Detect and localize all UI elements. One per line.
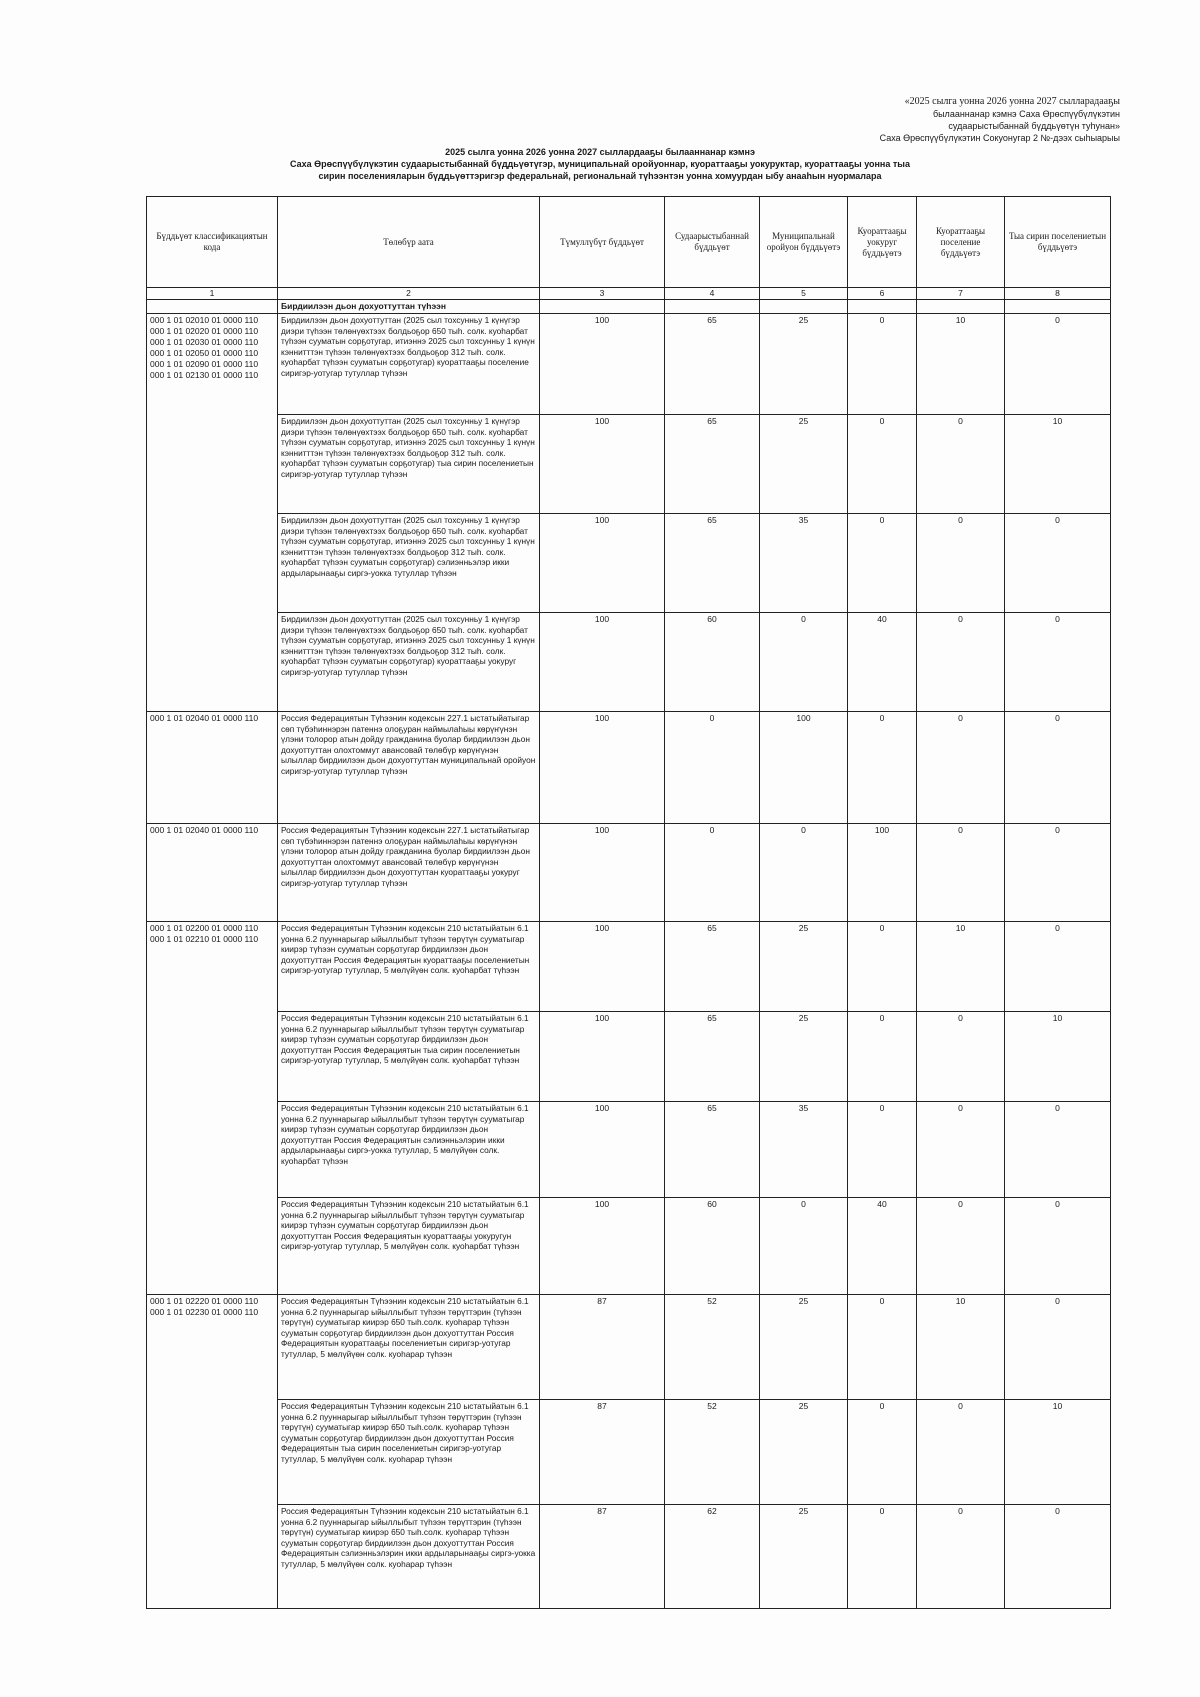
table-row (147, 514, 1111, 613)
appendix-line: Саха Өрөспүүбүлүкэтин Сокуонугар 2 №-дээх сыһыарыы (879, 133, 1120, 143)
norm-rural-settlement: 10 (1005, 1012, 1111, 1102)
norm-consolidated: 100 (540, 314, 665, 415)
classification-code: 000 1 01 02040 01 0000 110 (147, 824, 278, 922)
norm-state: 65 (665, 314, 760, 415)
norm-city-settlement: 10 (917, 314, 1005, 415)
norm-district: 0 (760, 1198, 848, 1295)
title-line: сирин поселенияларын бүддьүөттэригэр федеральнай, региональнай түһээнтэн уонна хомуурдан ыбу анааһын нуормалара (318, 171, 882, 181)
table-row (147, 922, 1111, 1012)
classification-code: 000 1 01 02040 01 0000 110 (147, 712, 278, 824)
norm-city-okrug: 0 (848, 314, 917, 415)
classification-code: 000 1 01 02200 01 0000 110 000 1 01 02210 01 0000 110 (147, 922, 278, 1295)
table-row (147, 314, 1111, 415)
norm-city-settlement: 0 (917, 1012, 1005, 1102)
norm-rural-settlement: 0 (1005, 712, 1111, 824)
budget-norms-table (146, 196, 1111, 1609)
document-title (200, 146, 1000, 182)
appendix-line: судаарыстыбаннай бүддьүөтүн туһунан» (948, 121, 1120, 131)
section-subtitle: Бирдиилээн дьон дохуоттуттан түһээн (278, 300, 540, 314)
norm-consolidated: 100 (540, 824, 665, 922)
norm-district: 25 (760, 415, 848, 514)
norm-consolidated: 87 (540, 1295, 665, 1400)
header-row (147, 197, 1111, 288)
norm-rural-settlement: 0 (1005, 922, 1111, 1012)
norm-rural-settlement: 0 (1005, 1505, 1111, 1609)
norm-state: 0 (665, 712, 760, 824)
norm-city-okrug: 100 (848, 824, 917, 922)
col-number: 7 (917, 288, 1005, 300)
empty-cell (917, 300, 1005, 314)
norm-city-settlement: 0 (917, 514, 1005, 613)
norm-consolidated: 100 (540, 1198, 665, 1295)
payment-name: Россия Федерациятын Түһээнин кодексын 227.1 ыстатыйатыгар сөп түбэһиннэрэн патеннэ олоҕуран наймылаһыы көрүҥүнэн үлэни толорор атын дойду гражданина буолар бирдиилээн дьон дохуоттуттан олохтоммут авансовай төлөбүр көрүҥүнэн ылыллар бирдиилээн дьон дохуоттуттан муниципальнай оройуон сиригэр-уотугар тутуллар түһээн (278, 712, 540, 824)
table-row (147, 712, 1111, 824)
norm-consolidated: 87 (540, 1400, 665, 1505)
classification-code: 000 1 01 02220 01 0000 110 000 1 01 02230 01 0000 110 (147, 1295, 278, 1609)
norm-city-okrug: 40 (848, 1198, 917, 1295)
norm-city-settlement: 0 (917, 415, 1005, 514)
col-header-city-settlement: Куораттааҕы поселение бүддьүөтэ (917, 197, 1005, 288)
norm-district: 0 (760, 613, 848, 712)
norm-state: 65 (665, 922, 760, 1012)
payment-name: Бирдиилээн дьон дохуоттуттан (2025 сыл тохсунньу 1 күнүгэр диэри түһээн төлөнүөхтээх болдьоҕор 650 тыһ. солк. куоһарбат түһээн сууматын сорҕотугар, итиэннэ 2025 сыл тохсунньу 1 күнүн кэннитттэн түһээн төлөнүөхтээх болдьоҕор 312 тыһ. солк. куоһарбат түһээн сууматын сорҕотугар) сэлиэнньэлэр икки ардыларынааҕы сиргэ-уокка тутуллар түһээн (278, 514, 540, 613)
table-row (147, 1400, 1111, 1505)
empty-cell (760, 300, 848, 314)
col-header-rural-settlement: Тыа сирин поселениетын бүддьүөтэ (1005, 197, 1111, 288)
norm-consolidated: 100 (540, 613, 665, 712)
appendix-note (790, 96, 1120, 144)
norm-consolidated: 87 (540, 1505, 665, 1609)
norm-state: 52 (665, 1400, 760, 1505)
col-number: 3 (540, 288, 665, 300)
payment-name: Бирдиилээн дьон дохуоттуттан (2025 сыл тохсунньу 1 күнүгэр диэри түһээн төлөнүөхтээх болдьоҕор 650 тыһ. солк. куоһарбат түһээн сууматын сорҕотугар, итиэннэ 2025 сыл тохсунньу 1 күнүн кэннитттэн түһээн төлөнүөхтээх болдьоҕор 312 тыһ. солк. куоһарбат түһээн сууматын сорҕотугар) тыа сирин поселениетын сиригэр-уотугар тутуллар түһээн (278, 415, 540, 514)
norm-district: 25 (760, 922, 848, 1012)
payment-name: Бирдиилээн дьон дохуоттуттан (2025 сыл тохсунньу 1 күнүгэр диэри түһээн төлөнүөхтээх болдьоҕор 650 тыһ. солк. куоһарбат түһээн сууматын сорҕотугар, итиэннэ 2025 сыл тохсунньу 1 күнүн кэннитттэн түһээн төлөнүөхтээх болдьоҕор 312 тыһ. солк. куоһарбат түһээн сууматын сорҕотугар) куораттааҕы поселение сиригэр-уотугар тутуллар түһээн (278, 314, 540, 415)
section-subtitle-row (147, 300, 1111, 314)
norm-city-okrug: 0 (848, 1295, 917, 1400)
payment-name: Россия Федерациятын Түһээнин кодексын 210 ыстатыйатын 6.1 уонна 6.2 пууннарыгар ыйыллыбыт түһээн төрүттэрин (түһээн төрүтүн) сууматыгар киирэр 650 тыһ.солк. куоһарар түһээн сууматын сорҕотугар бирдиилээн дьон дохуоттуттан Россия Федерациятын сэлиэнньэлэрин икки ардыларынааҕы сиргэ-уокка тутуллар, 5 мөлүйүөн солк. куоһарар түһээн (278, 1505, 540, 1609)
norm-district: 35 (760, 514, 848, 613)
norm-rural-settlement: 10 (1005, 415, 1111, 514)
payment-name: Россия Федерациятын Түһээнин кодексын 210 ыстатыйатын 6.1 уонна 6.2 пууннарыгар ыйыллыбыт түһээн төрүтүн сууматыгар киирэр түһээн сууматын сорҕотугар бирдиилээн дьон дохуоттуттан Россия Федерациятын куораттааҕы поселениетын сиригэр-уотугар тутуллар, 5 мөлүйүөн солк. куоһарбат түһээн (278, 922, 540, 1012)
table-row (147, 415, 1111, 514)
norm-rural-settlement: 0 (1005, 514, 1111, 613)
col-number: 2 (278, 288, 540, 300)
table-row (147, 1295, 1111, 1400)
norm-city-settlement: 10 (917, 922, 1005, 1012)
col-number: 6 (848, 288, 917, 300)
col-number: 1 (147, 288, 278, 300)
payment-name: Россия Федерациятын Түһээнин кодексын 227.1 ыстатыйатыгар сөп түбэһиннэрэн патеннэ олоҕуран наймылаһыы көрүҥүнэн үлэни толорор атын дойду гражданина буолар бирдиилээн дьон дохуоттуттан олохтоммут авансовай төлөбүр көрүҥүнэн ылыллар бирдиилээн дьон дохуоттуттан куораттааҕы уокуруг сиригэр-уотугар тутуллар түһээн (278, 824, 540, 922)
norm-city-okrug: 0 (848, 1012, 917, 1102)
norm-city-settlement: 0 (917, 1400, 1005, 1505)
payment-name: Россия Федерациятын Түһээнин кодексын 210 ыстатыйатын 6.1 уонна 6.2 пууннарыгар ыйыллыбыт түһээн төрүттэрин (түһээн төрүтүн) сууматыгар киирэр 650 тыһ.солк. куоһарар түһээн сууматын сорҕотугар бирдиилээн дьон дохуоттуттан Россия Федерациятын тыа сирин поселениетын сиригэр-уотугар тутуллар, 5 мөлүйүөн солк. куоһарар түһээн (278, 1400, 540, 1505)
norm-rural-settlement: 0 (1005, 613, 1111, 712)
norm-state: 60 (665, 613, 760, 712)
norm-consolidated: 100 (540, 922, 665, 1012)
norm-rural-settlement: 0 (1005, 1102, 1111, 1198)
appendix-line: былааннанар кэмнэ Саха Өрөспүүбүлүкэтин (932, 109, 1120, 119)
classification-code: 000 1 01 02010 01 0000 110 000 1 01 02020 01 0000 110 000 1 01 02030 01 0000 110 000 1 01 02050 01 0000 110 000 1 01 02090 01 0000 110 000 1 01 02130 01 0000 110 (147, 314, 278, 712)
empty-cell (147, 300, 278, 314)
title-line: Саха Өрөспүүбүлүкэтин судаарыстыбаннай бүддьүөтүгэр, муниципальнай оройуоннар, куораттааҕы уокуруктар, куораттааҕы уонна тыа (290, 159, 910, 169)
payment-name: Россия Федерациятын Түһээнин кодексын 210 ыстатыйатын 6.1 уонна 6.2 пууннарыгар ыйыллыбыт түһээн төрүтүн сууматыгар киирэр түһээн сууматын сорҕотугар бирдиилээн дьон дохуоттуттан Россия Федерациятын тыа сирин поселениетын сиригэр-уотугар тутуллар, 5 мөлүйүөн солк. куоһарбат түһээн (278, 1012, 540, 1102)
empty-cell (848, 300, 917, 314)
norm-district: 0 (760, 824, 848, 922)
norm-district: 25 (760, 1400, 848, 1505)
norm-state: 60 (665, 1198, 760, 1295)
norm-district: 25 (760, 1505, 848, 1609)
norm-district: 25 (760, 314, 848, 415)
norm-state: 65 (665, 1102, 760, 1198)
empty-cell (1005, 300, 1111, 314)
table-row (147, 1198, 1111, 1295)
norm-state: 65 (665, 415, 760, 514)
table-row (147, 613, 1111, 712)
norm-rural-settlement: 0 (1005, 1198, 1111, 1295)
norm-district: 35 (760, 1102, 848, 1198)
norm-district: 100 (760, 712, 848, 824)
norm-state: 65 (665, 1012, 760, 1102)
col-header-payment: Төлөбүр аата (278, 197, 540, 288)
col-header-district: Муниципальнай оройуон бүддьүөтэ (760, 197, 848, 288)
norm-rural-settlement: 0 (1005, 824, 1111, 922)
norm-city-settlement: 0 (917, 1102, 1005, 1198)
norm-city-okrug: 0 (848, 922, 917, 1012)
norm-consolidated: 100 (540, 514, 665, 613)
payment-name: Россия Федерациятын Түһээнин кодексын 210 ыстатыйатын 6.1 уонна 6.2 пууннарыгар ыйыллыбыт түһээн төрүтүн сууматыгар киирэр түһээн сууматын сорҕотугар бирдиилээн дьон дохуоттуттан Россия Федерациятын сэлиэнньэлэрин икки ардыларынааҕы сиргэ-уокка тутуллар, 5 мөлүйүөн солк. куоһарбат түһээн (278, 1102, 540, 1198)
col-number: 5 (760, 288, 848, 300)
norm-city-okrug: 40 (848, 613, 917, 712)
norm-consolidated: 100 (540, 1012, 665, 1102)
norm-rural-settlement: 10 (1005, 1400, 1111, 1505)
norm-consolidated: 100 (540, 1102, 665, 1198)
table-row (147, 824, 1111, 922)
norm-city-okrug: 0 (848, 1505, 917, 1609)
norm-state: 0 (665, 824, 760, 922)
norm-rural-settlement: 0 (1005, 1295, 1111, 1400)
title-line: 2025 сылга уонна 2026 уонна 2027 сыллардааҕы былааннанар кэмнэ (445, 147, 755, 157)
norm-city-okrug: 0 (848, 712, 917, 824)
norm-city-settlement: 0 (917, 1198, 1005, 1295)
norm-state: 65 (665, 514, 760, 613)
empty-cell (665, 300, 760, 314)
norm-city-settlement: 0 (917, 712, 1005, 824)
norm-district: 25 (760, 1012, 848, 1102)
norm-city-okrug: 0 (848, 1102, 917, 1198)
norm-city-settlement: 0 (917, 1505, 1005, 1609)
norm-state: 62 (665, 1505, 760, 1609)
norm-rural-settlement: 0 (1005, 314, 1111, 415)
norm-city-settlement: 10 (917, 1295, 1005, 1400)
table-row (147, 1102, 1111, 1198)
col-header-consolidated: Түмуллүбүт бүддьүөт (540, 197, 665, 288)
col-header-code: Бүддьүөт классификациятын кода (147, 197, 278, 288)
norm-city-okrug: 0 (848, 1400, 917, 1505)
col-number: 8 (1005, 288, 1111, 300)
col-header-city-okrug: Куораттааҕы уокуруг бүддьүөтэ (848, 197, 917, 288)
norm-city-settlement: 0 (917, 613, 1005, 712)
norm-city-okrug: 0 (848, 415, 917, 514)
table-row (147, 1012, 1111, 1102)
norm-city-okrug: 0 (848, 514, 917, 613)
col-number: 4 (665, 288, 760, 300)
col-header-state: Судаарыстыбаннай бүддьүөт (665, 197, 760, 288)
payment-name: Бирдиилээн дьон дохуоттуттан (2025 сыл тохсунньу 1 күнүгэр диэри түһээн төлөнүөхтээх болдьоҕор 650 тыһ. солк. куоһарбат түһээн сууматын сорҕотугар, итиэннэ 2025 сыл тохсунньу 1 күнүн кэннитттэн түһээн төлөнүөхтээх болдьоҕор 312 тыһ. солк. куоһарбат түһээн сууматын сорҕотугар) куораттааҕы уокуруг сиригэр-уотугар тутуллар түһээн (278, 613, 540, 712)
payment-name: Россия Федерациятын Түһээнин кодексын 210 ыстатыйатын 6.1 уонна 6.2 пууннарыгар ыйыллыбыт түһээн төрүттэрин (түһээн төрүтүн) сууматыгар киирэр 650 тыһ.солк. куоһарар түһээн сууматын сорҕотугар бирдиилээн дьон дохуоттуттан Россия Федерациятын куораттааҕы поселениетын сиригэр-уотугар тутуллар, 5 мөлүйүөн солк. куоһарар түһээн (278, 1295, 540, 1400)
appendix-line: «2025 сылга уонна 2026 уонна 2027 сылларадааҕы (904, 96, 1120, 107)
norm-city-settlement: 0 (917, 824, 1005, 922)
column-number-row (147, 288, 1111, 300)
norm-state: 52 (665, 1295, 760, 1400)
norm-consolidated: 100 (540, 712, 665, 824)
table-row (147, 1505, 1111, 1609)
norm-district: 25 (760, 1295, 848, 1400)
norm-consolidated: 100 (540, 415, 665, 514)
payment-name: Россия Федерациятын Түһээнин кодексын 210 ыстатыйатын 6.1 уонна 6.2 пууннарыгар ыйыллыбыт түһээн төрүтүн сууматыгар киирэр түһээн сууматын сорҕотугар бирдиилээн дьон дохуоттуттан Россия Федерациятын куораттааҕы уокуругун сиригэр-уотугар тутуллар, 5 мөлүйүөн солк. куоһарбат түһээн (278, 1198, 540, 1295)
empty-cell (540, 300, 665, 314)
